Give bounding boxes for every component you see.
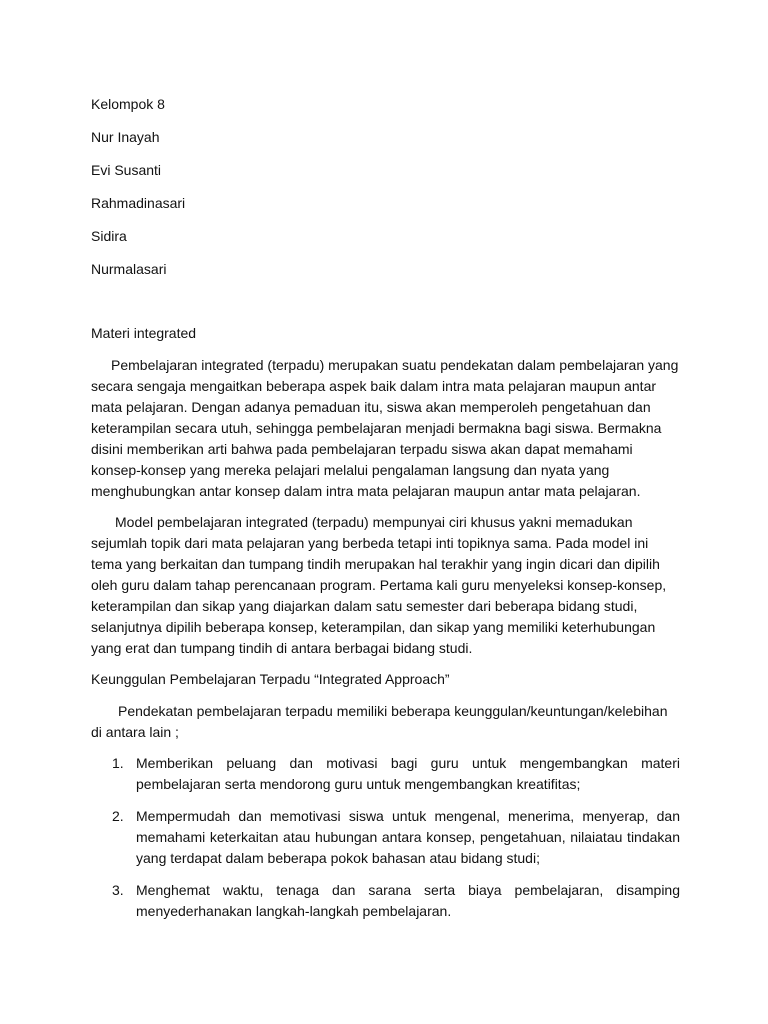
list-item-text: Mempermudah dan memotivasi siswa untuk mengenal, menerima, menyerap, dan memahami keterkaitan atau hubungan antara konsep, pengetahuan, nilaiatau tindakan yang terdapat dalam beberapa pokok bahasan atau bidang studi; [136,808,680,866]
member-list [91,94,680,280]
member-name: Nur Inayah [91,129,160,145]
member-name: Rahmadinasari [91,195,186,211]
list-number: 2. [112,808,124,824]
list-item-text: Memberikan peluang dan motivasi bagi guru untuk mengembangkan materi pembelajaran serta mendorong guru untuk mengembangkan kreatifitas; [136,755,680,792]
member-name: Evi Susanti [91,162,162,178]
list-number: 3. [112,882,124,898]
group-name: Kelompok 8 [91,96,165,112]
list-item [112,880,680,922]
list-item-text: Menghemat waktu, tenaga dan sarana serta biaya pembelajaran, disamping menyederhanakan langkah-langkah pembelajaran. [136,882,680,919]
list-number: 1. [112,755,124,771]
member-name: Sidira [91,228,127,244]
section-title-keunggulan: Keunggulan Pembelajaran Terpadu “Integrated Approach” [91,671,450,687]
section-title-materi: Materi integrated [91,325,197,341]
paragraph-intro: Pendekatan pembelajaran terpadu memiliki beberapa keunggulan/keuntungan/kelebihan di antara lain ; [91,703,668,740]
paragraph-definition: Pembelajaran integrated (terpadu) merupakan suatu pendekatan dalam pembelajaran yang secara sengaja mengaitkan beberapa aspek baik dalam intra mata pelajaran maupun antar mata pelajaran. Dengan adanya pemaduan itu, siswa akan memperoleh pengetahuan dan keterampilan secara utuh, sehingga pembelajaran menjadi bermakna bagi siswa. Bermakna disini memberikan arti bahwa pada pembelajaran terpadu siswa akan dapat memahami konsep-konsep yang mereka pelajari melalui pengalaman langsung dan nyata yang menghubungkan antar konsep dalam intra mata pelajaran maupun antar mata pelajaran. [91,357,679,499]
member-name: Nurmalasari [91,261,167,277]
advantages-list [91,753,680,922]
paragraph-model: Model pembelajaran integrated (terpadu) mempunyai ciri khusus yakni memadukan sejumlah topik dari mata pelajaran yang berbeda tetapi inti topiknya sama. Pada model ini tema yang berkaitan dan tumpang tindih merupakan hal terakhir yang ingin dicari dan dipilih oleh guru dalam tahap perencanaan program. Pertama kali guru menyeleksi konsep-konsep, keterampilan dan sikap yang diajarkan dalam satu semester dari beberapa bidang studi, selanjutnya dipilih beberapa konsep, keterampilan, dan sikap yang memiliki keterhubungan yang erat dan tumpang tindih di antara berbagai bidang studi. [91,514,667,656]
list-item [112,753,680,795]
list-item [112,806,680,869]
